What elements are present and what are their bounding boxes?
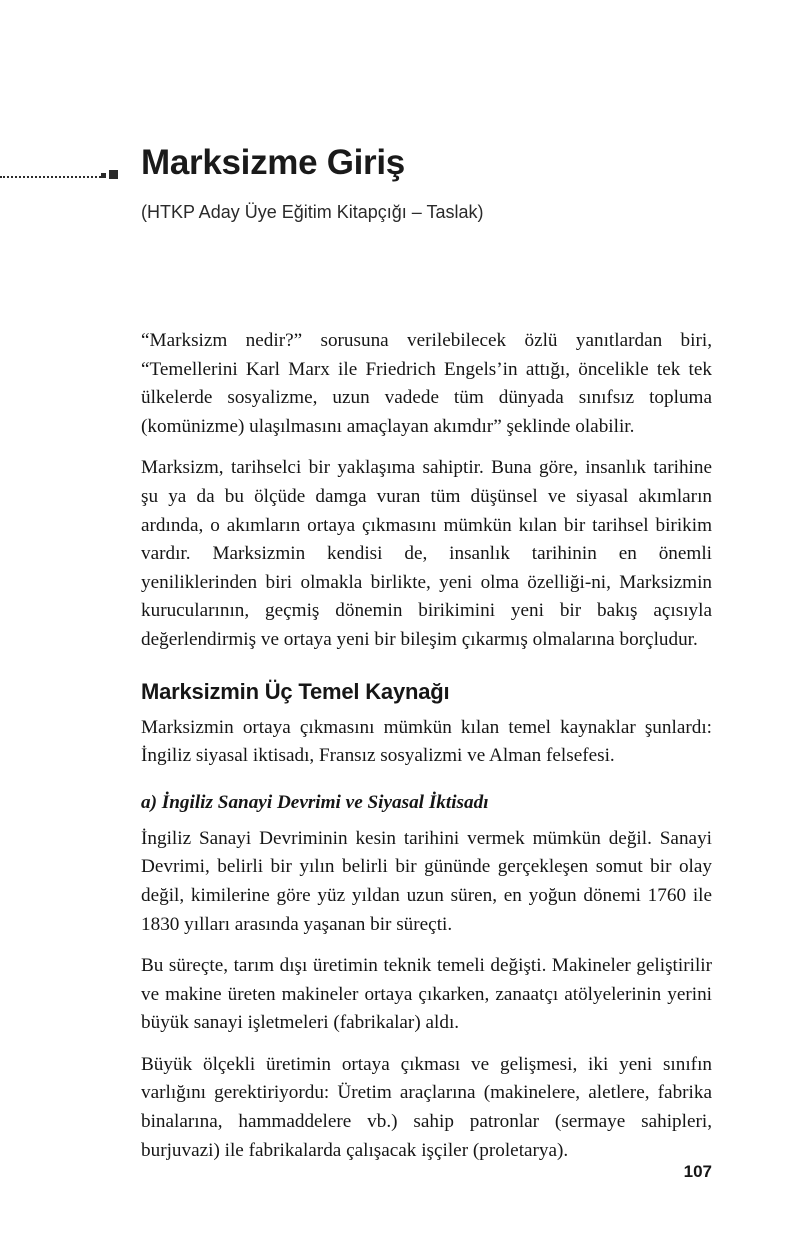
section-heading: Marksizmin Üç Temel Kaynağı [141,678,450,704]
sub-heading: a) İngiliz Sanayi Devrimi ve Siyasal İktisadı [141,791,489,813]
body-paragraph: “Marksizm nedir?” sorusuna verilebilecek özlü yanıtlardan biri, “Temellerini Karl Marx ile Friedrich Engels’in attığı, öncelikle tek tek ülkelerde sosyalizme, uzun vadede tüm dünyada sınıfsız topluma (komünizme) ulaşılmasını amaçlayan akımdır” şeklinde olabilir. [141,330,712,437]
small-square-icon [101,173,106,178]
title-block [141,143,712,224]
section-intro-paragraph: Marksizmin ortaya çıkmasını mümkün kılan temel kaynaklar şunlardı: İngiliz siyasal iktisadı, Fransız sosyalizmi ve Alman felsefesi. [141,716,712,767]
large-square-icon [109,170,118,179]
page-subtitle: (HTKP Aday Üye Eğitim Kitapçığı – Taslak) [141,202,484,222]
body-paragraph: İngiliz Sanayi Devriminin kesin tarihini vermek mümkün değil. Sanayi Devrimi, belirli bir yılın belirli bir gününde gerçekleşen somut bir olay değil, kimilerine göre yüz yıldan uzun süren, en yoğun dönemi 1760 ile 1830 yılları arasında yaşanan bir süreçti. [141,827,712,935]
page-title: Marksizme Giriş [141,143,405,182]
body-paragraph: Marksizm, tarihselci bir yaklaşıma sahiptir. Buna göre, insanlık tarihine şu ya da bu ölçüde damga vuran tüm düşünsel ve siyasal akımların ardında, o akımların ortaya çıkmasını mümkün kılan bir tarihsel birikim vardır. Marksizmin kendisi de, insanlık tarihinin en önemli yeniliklerinden biri olmakla birlikte, yeni olma özelliği-ni, Marksizmin kurucularının, geçmiş dönemin birikimini yeni bir bakış açısıyla değerlendirmiş ve ortaya yeni bir bileşim çıkarmış olmalarına borçludur. [141,457,712,650]
page-number: 107 [683,1162,712,1181]
body-paragraph: Bu süreçte, tarım dışı üretimin teknik temeli değişti. Makineler geliştirilir ve makine üreten makineler ortaya çıkarken, zanaatçı atölyelerinin yerini büyük sanayi işletmeleri (fabrikalar) aldı. [141,955,712,1034]
header-marker-decoration [0,170,122,184]
body-paragraph: Büyük ölçekli üretimin ortaya çıkması ve gelişmesi, iki yeni sınıfın varlığını gerektiriyordu: Üretim araçlarına (makinelere, aletlere, fabrika binalarına, hammaddelere vb.) sahip patronlar (sermaye sahipleri, burjuvazi) ile fabrikalarda çalışacak işçiler (proletarya). [141,1053,712,1161]
document-body [141,327,712,1165]
dotted-line-icon [0,176,101,178]
